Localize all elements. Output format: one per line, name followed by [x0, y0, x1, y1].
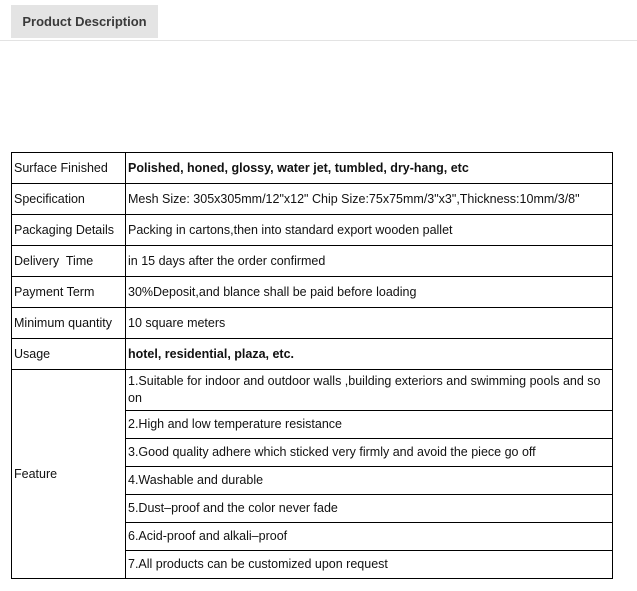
table-row-minimum-quantity	[12, 308, 613, 339]
feature-item: 3.Good quality adhere which sticked very firmly and avoid the piece go off	[126, 439, 613, 467]
row-value: Packing in cartons,then into standard export wooden pallet	[126, 215, 613, 246]
row-label: Minimum quantity	[12, 308, 126, 339]
specification-table	[11, 152, 613, 579]
tab-bar	[0, 0, 637, 41]
table-row-packaging-details	[12, 215, 613, 246]
feature-item: 5.Dust–proof and the color never fade	[126, 495, 613, 523]
row-label: Specification	[12, 184, 126, 215]
feature-item: 4.Washable and durable	[126, 467, 613, 495]
row-value: Polished, honed, glossy, water jet, tumbled, dry-hang, etc	[126, 153, 613, 184]
row-label: Usage	[12, 339, 126, 370]
row-label: Delivery Time	[12, 246, 126, 277]
row-value: 30%Deposit,and blance shall be paid before loading	[126, 277, 613, 308]
row-value: hotel, residential, plaza, etc.	[126, 339, 613, 370]
table-row-specification	[12, 184, 613, 215]
row-label: Payment Term	[12, 277, 126, 308]
feature-item: 7.All products can be customized upon request	[126, 551, 613, 579]
feature-item: 1.Suitable for indoor and outdoor walls ,building exteriors and swimming pools and so on	[126, 370, 613, 411]
row-label: Surface Finished	[12, 153, 126, 184]
table-row-delivery-time	[12, 246, 613, 277]
feature-item: 6.Acid-proof and alkali–proof	[126, 523, 613, 551]
table-row-feature	[12, 370, 613, 411]
row-value: Mesh Size: 305x305mm/12"x12" Chip Size:75x75mm/3"x3",Thickness:10mm/3/8"	[126, 184, 613, 215]
row-label: Packaging Details	[12, 215, 126, 246]
feature-item: 2.High and low temperature resistance	[126, 411, 613, 439]
row-label-feature: Feature	[12, 370, 126, 579]
row-value: in 15 days after the order confirmed	[126, 246, 613, 277]
table-row-surface-finished	[12, 153, 613, 184]
table-row-usage	[12, 339, 613, 370]
row-value: 10 square meters	[126, 308, 613, 339]
table-row-payment-term	[12, 277, 613, 308]
tab-product-description[interactable]: Product Description	[11, 5, 158, 38]
